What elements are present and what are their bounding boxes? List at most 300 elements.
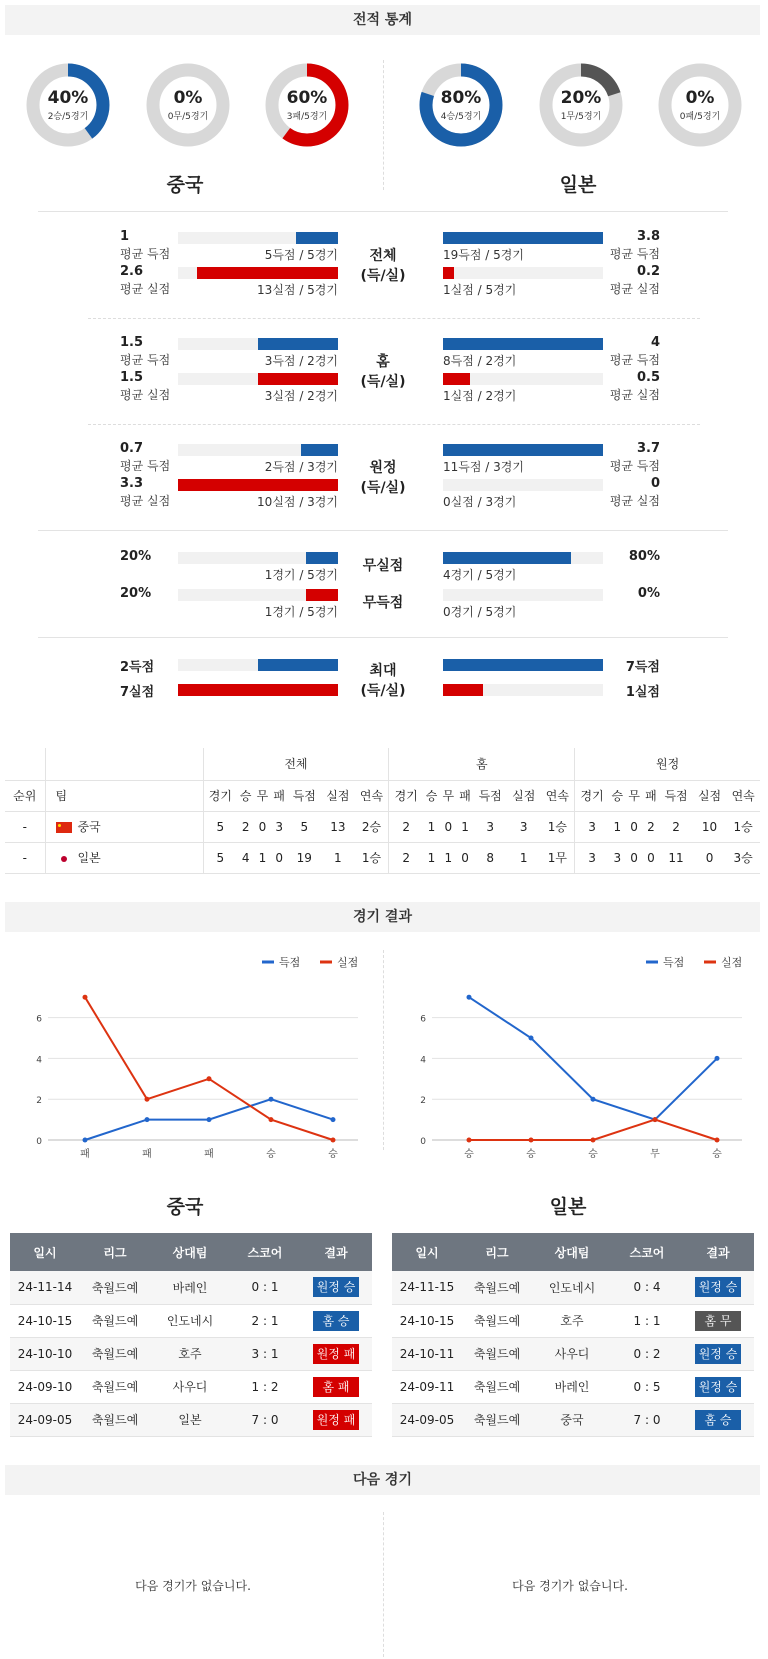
result-cell bbox=[682, 1337, 754, 1370]
x-tick-label: 승 bbox=[266, 1149, 276, 1160]
home-clean-sheet-bar-fill bbox=[306, 552, 338, 564]
away-failed-to-score-bar-track bbox=[443, 589, 603, 601]
home-avg-scored-caption: 5득점 / 5경기 bbox=[264, 248, 338, 262]
score: 0 : 5 bbox=[612, 1370, 682, 1403]
home-goals-chart bbox=[0, 945, 383, 1175]
donut-caption: 2승/5경기 bbox=[47, 112, 89, 122]
donut-caption: 1무/5경기 bbox=[560, 112, 602, 122]
result-badge: 원정 승 bbox=[695, 1277, 741, 1297]
y-tick-label: 0 bbox=[36, 1137, 42, 1147]
x-tick-label: 승 bbox=[588, 1149, 598, 1160]
home-clean-sheet-caption: 1경기 / 5경기 bbox=[264, 568, 338, 582]
opponent: 중국 bbox=[532, 1403, 612, 1436]
standings-cell: 1승 bbox=[540, 811, 574, 842]
away-avg-scored-bar-track bbox=[443, 338, 603, 350]
standings-header: 경기 bbox=[575, 780, 609, 811]
standings-header: 연속 bbox=[355, 780, 389, 811]
legend-label: 득점 bbox=[279, 956, 301, 969]
home-failed-to-score-value: 20% bbox=[120, 586, 152, 601]
home-failed-to-score-caption: 1경기 / 5경기 bbox=[264, 605, 338, 619]
home-avg-conceded-value: 1.5 bbox=[120, 370, 144, 385]
away-avg-conceded-caption: 0실점 / 3경기 bbox=[443, 495, 517, 509]
away-avg-conceded-caption: 1실점 / 2경기 bbox=[443, 389, 517, 403]
x-tick-label: 패 bbox=[204, 1149, 214, 1160]
home-avg-scored-label: 평균 득점 bbox=[120, 353, 171, 367]
standings-cell: 4 bbox=[237, 842, 254, 873]
result-badge: 홈 승 bbox=[695, 1410, 741, 1430]
home-avg-conceded-caption: 13실점 / 5경기 bbox=[257, 283, 338, 297]
next-game-section-title: 다음 경기 bbox=[5, 1465, 760, 1495]
result-badge: 원정 패 bbox=[313, 1410, 359, 1430]
data-point bbox=[207, 1117, 212, 1122]
league: 축월드예 bbox=[80, 1271, 150, 1304]
standings-cell: 3승 bbox=[726, 842, 760, 873]
away-max-conceded-bar-track bbox=[443, 684, 603, 696]
data-point bbox=[269, 1097, 274, 1102]
team-cell bbox=[45, 842, 203, 873]
home-max-conceded-bar-track bbox=[178, 684, 338, 696]
data-point bbox=[467, 1138, 472, 1143]
away-avg-scored-bar-fill bbox=[443, 338, 603, 350]
away-avg-scored-value: 3.7 bbox=[636, 441, 660, 456]
results-header: 스코어 bbox=[612, 1233, 682, 1271]
away-avg-conceded-value: 0 bbox=[650, 476, 660, 491]
standings-cell: 0 bbox=[626, 811, 643, 842]
standings-cell: 5 bbox=[203, 811, 237, 842]
team-cell bbox=[45, 811, 203, 842]
away-avg-conceded-value: 0.5 bbox=[636, 370, 660, 385]
standings-header: 무 bbox=[440, 780, 457, 811]
opponent: 인도네시 bbox=[150, 1304, 230, 1337]
failed-to-score-category: 무득점 bbox=[362, 595, 404, 611]
home-avg-conceded-bar-fill bbox=[178, 479, 338, 491]
result-badge: 홈 패 bbox=[313, 1377, 359, 1397]
standings-cell: 5 bbox=[203, 842, 237, 873]
legend-label: 실점 bbox=[721, 956, 743, 969]
standings-cell: 2 bbox=[389, 811, 423, 842]
home-avg-scored-value: 0.7 bbox=[120, 441, 144, 456]
result-cell bbox=[300, 1304, 372, 1337]
home-team-name: 중국 bbox=[166, 1196, 204, 1218]
standings-header: 무 bbox=[626, 780, 643, 811]
match-date: 24-09-10 bbox=[10, 1370, 80, 1403]
data-point bbox=[467, 995, 472, 1000]
home-clean-sheet-value: 20% bbox=[120, 549, 152, 564]
result-cell bbox=[682, 1271, 754, 1304]
clean-sheet-category: 무실점 bbox=[362, 558, 404, 574]
y-tick-label: 0 bbox=[420, 1137, 426, 1147]
result-cell bbox=[682, 1370, 754, 1403]
donut-percent: 20% bbox=[560, 88, 602, 108]
home-avg-conceded-bar-fill bbox=[258, 373, 338, 385]
table-row bbox=[10, 1337, 372, 1370]
league: 축월드예 bbox=[462, 1370, 532, 1403]
standings-header: 승 bbox=[423, 780, 440, 811]
away-avg-conceded-label: 평균 실점 bbox=[609, 388, 660, 402]
data-point bbox=[331, 1117, 336, 1122]
league: 축월드예 bbox=[80, 1403, 150, 1436]
results-header: 결과 bbox=[682, 1233, 754, 1271]
stat-category-label: 전체 bbox=[369, 248, 397, 264]
standings-header: 득점 bbox=[659, 780, 693, 811]
home-avg-scored-bar-fill bbox=[296, 232, 338, 244]
standings-header: 득점 bbox=[473, 780, 507, 811]
donut-caption: 3패/5경기 bbox=[286, 112, 328, 122]
away-avg-scored-value: 3.8 bbox=[636, 229, 660, 244]
standings-header: 승 bbox=[237, 780, 254, 811]
standings-corner bbox=[45, 748, 203, 780]
away-avg-conceded-bar-fill bbox=[443, 267, 454, 279]
match-date: 24-09-05 bbox=[392, 1403, 462, 1436]
x-tick-label: 패 bbox=[80, 1149, 90, 1160]
stat-category-label: 원정 bbox=[369, 460, 397, 476]
divider bbox=[38, 637, 728, 638]
match-date: 24-09-11 bbox=[392, 1370, 462, 1403]
results-header: 리그 bbox=[462, 1233, 532, 1271]
standings-header: 패 bbox=[457, 780, 474, 811]
away-max-conceded-bar-fill bbox=[443, 684, 483, 696]
standings-cell: 0 bbox=[643, 842, 660, 873]
away-avg-scored-caption: 8득점 / 2경기 bbox=[443, 354, 517, 368]
data-point bbox=[715, 1056, 720, 1061]
away-avg-conceded-caption: 1실점 / 5경기 bbox=[443, 283, 517, 297]
data-point bbox=[591, 1138, 596, 1143]
away-max-scored-value: 7득점 bbox=[625, 660, 660, 675]
standings-header: 패 bbox=[271, 780, 288, 811]
result-badge: 홈 승 bbox=[313, 1311, 359, 1331]
home-no-next-game: 다음 경기가 없습니다. bbox=[135, 1579, 251, 1593]
home-avg-scored-value: 1.5 bbox=[120, 335, 144, 350]
away-clean-sheet-bar-fill bbox=[443, 552, 571, 564]
home-max-conceded-bar-fill bbox=[178, 684, 338, 696]
score: 7 : 0 bbox=[230, 1403, 300, 1436]
home-avg-scored-bar-fill bbox=[301, 444, 338, 456]
standings-cell: 10 bbox=[693, 811, 727, 842]
legend-label: 득점 bbox=[663, 956, 685, 969]
results-header: 상대팀 bbox=[532, 1233, 612, 1271]
standings-cell: - bbox=[5, 842, 45, 873]
standings-cell: 3 bbox=[609, 842, 626, 873]
divider bbox=[88, 318, 700, 319]
standings-header: 실점 bbox=[321, 780, 355, 811]
home-avg-scored-bar-track bbox=[178, 232, 338, 244]
max-category-label: 최대 bbox=[369, 663, 397, 679]
away-goals-chart bbox=[384, 945, 767, 1175]
standings-header: 경기 bbox=[203, 780, 237, 811]
standings-cell: 3 bbox=[575, 842, 609, 873]
donut-caption: 0무/5경기 bbox=[167, 112, 209, 122]
standings-cell: 8 bbox=[473, 842, 507, 873]
x-tick-label: 패 bbox=[142, 1149, 152, 1160]
standings-cell: 1 bbox=[423, 842, 440, 873]
standings-cell: 1 bbox=[457, 811, 474, 842]
home-avg-conceded-caption: 3실점 / 2경기 bbox=[264, 389, 338, 403]
home-avg-conceded-label: 평균 실점 bbox=[120, 282, 171, 296]
opponent: 호주 bbox=[150, 1337, 230, 1370]
stat-category-sublabel: (득/실) bbox=[360, 374, 406, 390]
home-avg-conceded-bar-fill bbox=[197, 267, 338, 279]
match-date: 24-09-05 bbox=[10, 1403, 80, 1436]
standings-cell: 0 bbox=[271, 842, 288, 873]
away-avg-conceded-bar-track bbox=[443, 267, 603, 279]
donut-chart bbox=[25, 62, 111, 148]
standings-cell: 13 bbox=[321, 811, 355, 842]
data-point bbox=[591, 1097, 596, 1102]
table-row bbox=[5, 811, 760, 842]
standings-cell: 0 bbox=[440, 811, 457, 842]
y-tick-label: 4 bbox=[36, 1055, 42, 1066]
home-avg-conceded-bar-track bbox=[178, 479, 338, 491]
league: 축월드예 bbox=[80, 1370, 150, 1403]
away-avg-conceded-bar-fill bbox=[443, 373, 470, 385]
donut-caption: 4승/5경기 bbox=[440, 112, 482, 122]
away-avg-conceded-bar-track bbox=[443, 373, 603, 385]
opponent: 바레인 bbox=[150, 1271, 230, 1304]
home-clean-sheet-bar-track bbox=[178, 552, 338, 564]
standings-header: 경기 bbox=[389, 780, 423, 811]
table-row bbox=[392, 1403, 754, 1436]
standings-header: 실점 bbox=[693, 780, 727, 811]
home-max-conceded-value: 7실점 bbox=[120, 685, 155, 700]
table-row bbox=[10, 1271, 372, 1304]
home-avg-scored-label: 평균 득점 bbox=[120, 459, 171, 473]
stat-category-label: 홈 bbox=[376, 354, 390, 370]
divider bbox=[38, 211, 728, 212]
donut-percent: 0% bbox=[685, 88, 715, 108]
results-header: 일시 bbox=[392, 1233, 462, 1271]
home-avg-conceded-bar-track bbox=[178, 267, 338, 279]
standings-table bbox=[5, 748, 760, 874]
result-cell bbox=[300, 1370, 372, 1403]
score: 2 : 1 bbox=[230, 1304, 300, 1337]
results-header-row bbox=[10, 1233, 372, 1271]
data-point bbox=[529, 1138, 534, 1143]
standings-cell: 2 bbox=[237, 811, 254, 842]
results-section-title: 경기 결과 bbox=[5, 902, 760, 932]
result-cell bbox=[300, 1271, 372, 1304]
away-max-scored-bar-track bbox=[443, 659, 603, 671]
data-point bbox=[715, 1138, 720, 1143]
standings-cell: 11 bbox=[659, 842, 693, 873]
results-header: 리그 bbox=[80, 1233, 150, 1271]
series-line-conceded bbox=[469, 1120, 717, 1140]
away-clean-sheet-value: 80% bbox=[628, 549, 660, 564]
standings-cell: 1승 bbox=[355, 842, 389, 873]
home-failed-to-score-bar-fill bbox=[306, 589, 338, 601]
home-avg-conceded-caption: 10실점 / 3경기 bbox=[257, 495, 338, 509]
home-failed-to-score-bar-track bbox=[178, 589, 338, 601]
away-avg-conceded-label: 평균 실점 bbox=[609, 282, 660, 296]
league: 축월드예 bbox=[462, 1403, 532, 1436]
result-cell bbox=[300, 1403, 372, 1436]
stat-category-sublabel: (득/실) bbox=[360, 268, 406, 284]
standings-cell: 1 bbox=[423, 811, 440, 842]
standings-cell: 1 bbox=[440, 842, 457, 873]
data-point bbox=[653, 1117, 658, 1122]
y-tick-label: 6 bbox=[36, 1014, 42, 1025]
away-avg-conceded-label: 평균 실점 bbox=[609, 494, 660, 508]
y-tick-label: 2 bbox=[36, 1096, 42, 1107]
away-avg-conceded-bar-track bbox=[443, 479, 603, 491]
stat-category-sublabel: (득/실) bbox=[360, 480, 406, 496]
away-team-name: 일본 bbox=[559, 174, 597, 196]
standings-cell: 19 bbox=[288, 842, 322, 873]
home-avg-conceded-bar-track bbox=[178, 373, 338, 385]
x-tick-label: 승 bbox=[712, 1149, 722, 1160]
x-tick-label: 승 bbox=[526, 1149, 536, 1160]
league: 축월드예 bbox=[80, 1304, 150, 1337]
data-point bbox=[207, 1076, 212, 1081]
result-badge: 원정 승 bbox=[695, 1344, 741, 1364]
score: 1 : 1 bbox=[612, 1304, 682, 1337]
table-row bbox=[10, 1304, 372, 1337]
home-avg-scored-label: 평균 득점 bbox=[120, 247, 171, 261]
home-team-name: 중국 bbox=[166, 174, 204, 196]
standings-cell: 2 bbox=[389, 842, 423, 873]
stats-section-title: 전적 통계 bbox=[5, 5, 760, 35]
match-date: 24-11-15 bbox=[392, 1271, 462, 1304]
away-avg-scored-bar-fill bbox=[443, 232, 603, 244]
data-point bbox=[145, 1097, 150, 1102]
standings-header: 연속 bbox=[726, 780, 760, 811]
score: 0 : 4 bbox=[612, 1271, 682, 1304]
standings-cell: 2 bbox=[659, 811, 693, 842]
away-avg-scored-label: 평균 득점 bbox=[609, 353, 660, 367]
match-date: 24-10-10 bbox=[10, 1337, 80, 1370]
away-avg-scored-bar-track bbox=[443, 444, 603, 456]
max-category-sublabel: (득/실) bbox=[360, 683, 406, 699]
divider bbox=[38, 530, 728, 531]
divider bbox=[88, 424, 700, 425]
home-avg-conceded-label: 평균 실점 bbox=[120, 494, 171, 508]
divider bbox=[383, 60, 384, 190]
donut-percent: 40% bbox=[47, 88, 89, 108]
away-failed-to-score-caption: 0경기 / 5경기 bbox=[443, 605, 517, 619]
divider bbox=[383, 1512, 384, 1657]
opponent: 사우디 bbox=[532, 1337, 612, 1370]
result-badge: 원정 패 bbox=[313, 1344, 359, 1364]
away-avg-scored-bar-track bbox=[443, 232, 603, 244]
away-clean-sheet-caption: 4경기 / 5경기 bbox=[443, 568, 517, 582]
away-team-name: 일본 bbox=[549, 1196, 587, 1218]
home-avg-scored-bar-fill bbox=[258, 338, 338, 350]
china-flag-icon bbox=[56, 822, 72, 833]
legend-label: 실점 bbox=[337, 956, 359, 969]
away-avg-scored-label: 평균 득점 bbox=[609, 459, 660, 473]
home-avg-conceded-label: 평균 실점 bbox=[120, 388, 171, 402]
score: 3 : 1 bbox=[230, 1337, 300, 1370]
match-date: 24-10-15 bbox=[10, 1304, 80, 1337]
score: 0 : 1 bbox=[230, 1271, 300, 1304]
result-badge: 원정 승 bbox=[695, 1377, 741, 1397]
standings-cell: 0 bbox=[457, 842, 474, 873]
table-row bbox=[392, 1337, 754, 1370]
standings-group-all: 전체 bbox=[203, 748, 389, 780]
league: 축월드예 bbox=[462, 1271, 532, 1304]
donut-chart bbox=[418, 62, 504, 148]
standings-cell: 0 bbox=[254, 811, 271, 842]
table-row bbox=[10, 1403, 372, 1436]
donut-chart bbox=[264, 62, 350, 148]
standings-group-home: 홈 bbox=[389, 748, 575, 780]
away-max-conceded-value: 1실점 bbox=[625, 685, 660, 700]
away-avg-scored-caption: 19득점 / 5경기 bbox=[443, 248, 524, 262]
away-avg-scored-label: 평균 득점 bbox=[609, 247, 660, 261]
away-avg-scored-bar-fill bbox=[443, 444, 603, 456]
y-tick-label: 6 bbox=[420, 1014, 426, 1025]
result-badge: 원정 승 bbox=[313, 1277, 359, 1297]
home-avg-scored-caption: 2득점 / 3경기 bbox=[264, 460, 338, 474]
result-cell bbox=[682, 1403, 754, 1436]
score: 0 : 2 bbox=[612, 1337, 682, 1370]
table-row bbox=[5, 842, 760, 873]
table-row bbox=[10, 1370, 372, 1403]
away-results-table bbox=[392, 1233, 754, 1437]
data-point bbox=[529, 1036, 534, 1041]
home-max-scored-value: 2득점 bbox=[120, 660, 155, 675]
x-tick-label: 승 bbox=[328, 1149, 338, 1160]
home-results-table bbox=[10, 1233, 372, 1437]
away-clean-sheet-bar-track bbox=[443, 552, 603, 564]
standings-cell: 1 bbox=[507, 842, 541, 873]
opponent: 사우디 bbox=[150, 1370, 230, 1403]
standings-header: 패 bbox=[643, 780, 660, 811]
standings-cell: 3 bbox=[575, 811, 609, 842]
league: 축월드예 bbox=[462, 1337, 532, 1370]
donut-caption: 0패/5경기 bbox=[679, 112, 721, 122]
home-max-scored-bar-track bbox=[178, 659, 338, 671]
data-point bbox=[145, 1117, 150, 1122]
home-avg-conceded-value: 3.3 bbox=[120, 476, 144, 491]
home-max-scored-bar-fill bbox=[258, 659, 338, 671]
standings-header: 득점 bbox=[288, 780, 322, 811]
result-badge: 홈 무 bbox=[695, 1311, 741, 1331]
home-avg-conceded-value: 2.6 bbox=[120, 264, 144, 279]
home-avg-scored-bar-track bbox=[178, 338, 338, 350]
home-avg-scored-bar-track bbox=[178, 444, 338, 456]
standings-cell: 1 bbox=[609, 811, 626, 842]
opponent: 바레인 bbox=[532, 1370, 612, 1403]
donut-percent: 0% bbox=[173, 88, 203, 108]
team-name: 중국 bbox=[77, 820, 101, 834]
table-row bbox=[392, 1370, 754, 1403]
standings-header: 실점 bbox=[507, 780, 541, 811]
y-tick-label: 4 bbox=[420, 1055, 426, 1066]
standings-cell: - bbox=[5, 811, 45, 842]
results-header: 스코어 bbox=[230, 1233, 300, 1271]
donut-chart bbox=[145, 62, 231, 148]
score: 7 : 0 bbox=[612, 1403, 682, 1436]
standings-cell: 3 bbox=[473, 811, 507, 842]
data-point bbox=[83, 995, 88, 1000]
away-no-next-game: 다음 경기가 없습니다. bbox=[512, 1579, 628, 1593]
standings-cell: 5 bbox=[288, 811, 322, 842]
y-tick-label: 2 bbox=[420, 1096, 426, 1107]
opponent: 호주 bbox=[532, 1304, 612, 1337]
table-row bbox=[392, 1304, 754, 1337]
result-cell bbox=[682, 1304, 754, 1337]
standings-cell: 3 bbox=[271, 811, 288, 842]
standings-group-away: 원정 bbox=[575, 748, 760, 780]
japan-flag-icon bbox=[56, 853, 72, 864]
league: 축월드예 bbox=[80, 1337, 150, 1370]
away-avg-scored-caption: 11득점 / 3경기 bbox=[443, 460, 524, 474]
standings-header: 팀 bbox=[45, 780, 203, 811]
chart-grid bbox=[48, 1018, 358, 1140]
standings-header: 무 bbox=[254, 780, 271, 811]
data-point bbox=[83, 1138, 88, 1143]
standings-cell: 1무 bbox=[540, 842, 574, 873]
